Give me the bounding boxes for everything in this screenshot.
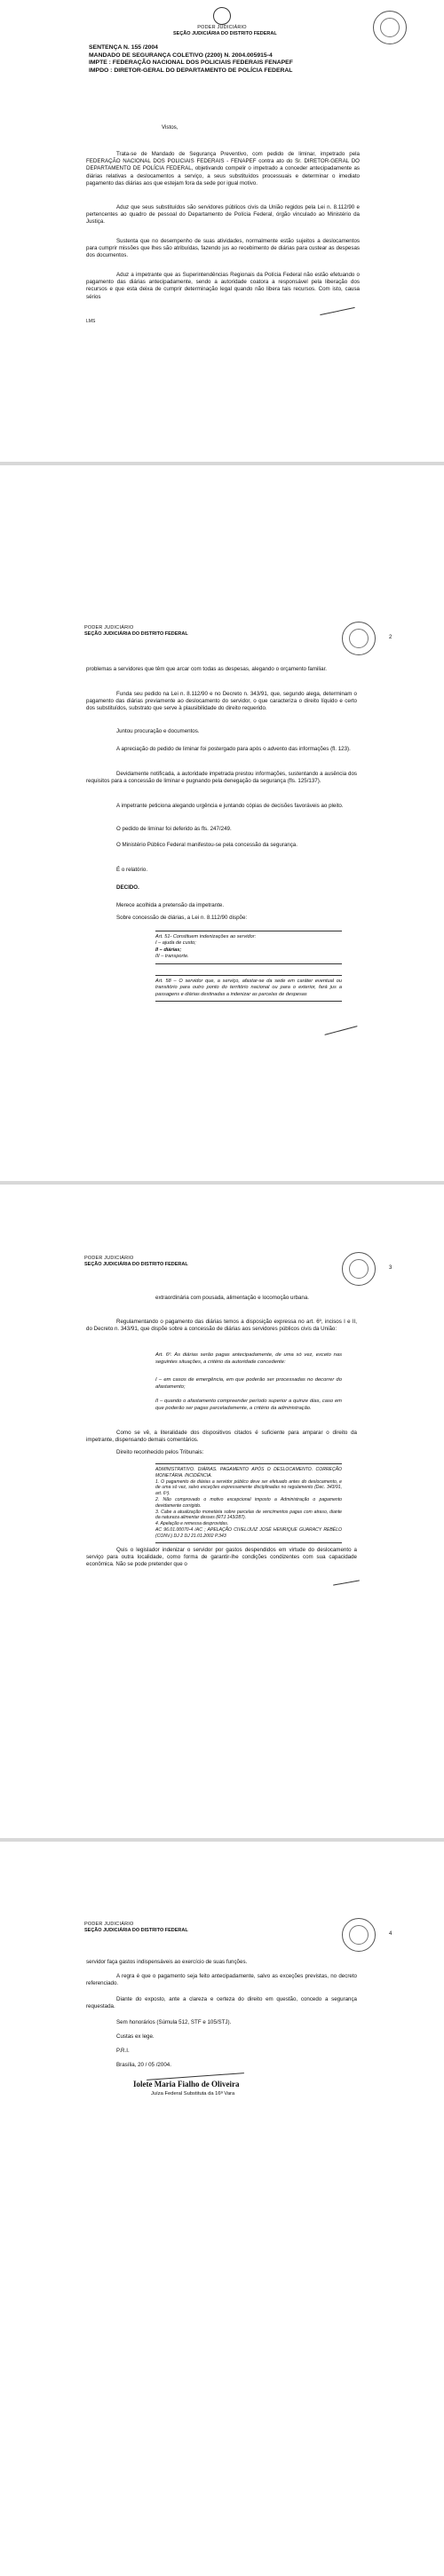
page-header <box>173 25 277 37</box>
petitioner: IMPTE : FEDERAÇÃO NACIONAL DOS POLICIAIS FEDERAIS FENAPEF <box>89 59 293 66</box>
paragraph: Juntou procuração e documentos. <box>116 728 200 734</box>
initials-signature <box>333 1580 360 1585</box>
paragraph: Devidamente notificada, a autoridade impetrada prestou informações, sustentando a ausência dos requisitos para a concessão de liminar e pugnando pela denegação da segurança (fls. 125/137). <box>86 771 357 785</box>
decision-heading: DECIDO. <box>116 884 139 891</box>
page-header <box>84 625 188 638</box>
initials-signature <box>325 1026 358 1035</box>
document-page-2 <box>0 613 444 1181</box>
paragraph: Funda seu pedido na Lei n. 8.112/90 e no Decreto n. 343/91, que, segundo alega, determinam o pagamento das diárias previamente ao deslocamento do servidor, o que caracteriza o direito líquido e certo dos substituídos, substrato que serve à plausibilidade do direito requerido. <box>86 691 357 712</box>
ementa-citation: AC 96.01.00070-4 /AC ; APELAÇÃO CIVEL/JUIZ JOSÉ HENRIQUE GUARACY REBÊLO (CONV.) DJ 2 DJ 21.01.2002 P.343 <box>155 1526 342 1539</box>
paragraph: Regulamentando o pagamento das diárias temos a disposição expressa no art. 6º, incisos I e II, do Decreto n. 343/91, que dispõe sobre a concessão de diárias aos servidores públicos civis da União: <box>86 1319 357 1333</box>
closing-report: É o relatório. <box>116 867 148 873</box>
paragraph: Quis o legislador indenizar o servidor por gastos despendidos em virtude do deslocamento a serviço para outra localidade, como forma de garantir-lhe condições condizentes com sua capacidade econômica. Não se pode pretender que o <box>86 1547 357 1568</box>
paragraph: Sem honorários (Súmula 512, STF e 105/STJ). <box>116 2019 232 2025</box>
header-line-1: PODER JUDICIÁRIO <box>197 25 247 30</box>
header-line-2: SEÇÃO JUDICIÁRIA DO DISTRITO FEDERAL <box>173 31 277 36</box>
paragraph: Sobre concessão de diárias, a Lei n. 8.112/90 dispõe: <box>116 915 248 921</box>
paragraph: Merece acolhida a pretensão da impetrante. <box>116 902 225 908</box>
quote-line: II – diárias; <box>155 947 182 953</box>
vistos: Vistos, <box>162 124 178 131</box>
document-page-3 <box>0 1243 444 1838</box>
ementa-title: ADMINISTRATIVO. DIÁRIAS. PAGAMENTO APÓS O DESLOCAMENTO. CORREÇÃO MONETÁRIA. INCIDÊNCIA. <box>155 1467 342 1478</box>
court-stamp-icon <box>342 1252 376 1286</box>
ementa-item: 4. Apelação e remessa desprovidas. <box>155 1521 229 1527</box>
paragraph: servidor faça gastos indispensáveis ao exercício de suas funções. <box>86 1959 248 1965</box>
page-header <box>84 1256 188 1268</box>
page-break <box>0 1838 444 1842</box>
paragraph: Diante do exposto, ante a clareza e certeza do direito em questão, concedo a segurança requestada. <box>86 1996 357 2010</box>
paragraph: A regra é que o pagamento seja feito antecipadamente, salvo as exceções previstas, no decreto referenciado. <box>86 1973 357 1987</box>
law-quote: II – quando o afastamento compreender período superior a quinze dias, caso em que poderão ser pagas parceladamente, a critério da administração. <box>155 1399 342 1412</box>
law-quote <box>155 931 342 964</box>
header-line-2: SEÇÃO JUDICIÁRIA DO DISTRITO FEDERAL <box>84 631 188 637</box>
paragraph: Direito reconhecido pelos Tribunais: <box>116 1449 204 1455</box>
paragraph: O pedido de liminar foi deferido às fls. 247/249. <box>116 826 232 832</box>
quote-line: Art. 51- Constituem indenizações ao servidor: <box>155 934 257 939</box>
law-quote: Art. 58 – O servidor que, a serviço, afastar-se da sede em caráter eventual ou transitório para outro ponto do território nacional ou para o exterior, fará jus a passagens e diárias destinadas a indenizar as parcelas de despesas <box>155 975 342 1002</box>
header-line-1: PODER JUDICIÁRIO <box>84 1922 134 1927</box>
paragraph: Custas ex lege. <box>116 2033 155 2040</box>
paragraph: P.R.I. <box>116 2048 130 2054</box>
paragraph: Sustenta que no desempenho de suas atividades, normalmente estão sujeitos a deslocamentos para cumprir missões que lhes são atribuídas, fazendo jus ao recebimento de diárias para custear as despesas dos documentos. <box>86 238 360 259</box>
jurisprudence-quote <box>155 1463 342 1543</box>
court-stamp-icon <box>373 11 407 44</box>
paragraph: Aduz que seus substituídos são servidores públicos civis da União regidos pela Lei n. 8.112/90 e pertencentes ao quadro de pessoal do Departamento de Polícia Federal, órgão vinculado ao Ministério da Justiça. <box>86 204 360 226</box>
header-line-2: SEÇÃO JUDICIÁRIA DO DISTRITO FEDERAL <box>84 1262 188 1267</box>
paragraph: Aduz a impetrante que as Superintendências Regionais da Polícia Federal não estão efetuando o pagamento das diárias antecipadamente, sendo a autoridade coatora a responsável pela liberação dos recursos e que esta deixa de cumprir determinação legal quando não libera tais recursos. Com isto, causa sérios <box>86 272 360 300</box>
footer-initials: LMS <box>86 319 96 324</box>
quote-line: III – transporte. <box>155 954 189 960</box>
ementa-item: 2. Não comprovado o motivo excepcional imposto a Administração o pagamento devidamente corrigido. <box>155 1496 342 1509</box>
judge-title: Juíza Federal Substituta da 16ª Vara <box>151 2091 235 2096</box>
quote-line: I – ajuda de custo; <box>155 940 196 947</box>
document-page-4 <box>0 1909 444 2406</box>
page-header <box>84 1922 188 1934</box>
page-number: 4 <box>389 1931 392 1937</box>
law-quote: Art. 6º. As diárias serão pagas antecipadamente, de uma só vez, exceto nas seguintes situações, a critério da autoridade concedente: <box>155 1352 342 1366</box>
sentence-number: SENTENÇA N. 155 /2004 <box>89 44 158 51</box>
paragraph: O Ministério Público Federal manifestou-se pela concessão da segurança. <box>116 842 297 848</box>
court-stamp-icon <box>342 622 376 655</box>
case-number: MANDADO DE SEGURANÇA COLETIVO (2200) N. 2004.005915-4 <box>89 52 273 59</box>
case-heading <box>89 44 355 75</box>
paragraph: A apreciação do pedido de liminar foi postergado para após o advento das informações (fl. 123). <box>116 746 351 752</box>
document-page-1 <box>0 0 444 462</box>
court-stamp-icon <box>342 1918 376 1952</box>
paragraph: extraordinária com pousada, alimentação e locomoção urbana. <box>155 1295 310 1301</box>
judge-name: Iolete Maria Fialho de Oliveira <box>133 2080 240 2089</box>
header-line-1: PODER JUDICIÁRIO <box>84 625 134 630</box>
page-number: 2 <box>389 635 392 640</box>
header-line-1: PODER JUDICIÁRIO <box>84 1256 134 1261</box>
page-number: 3 <box>389 1265 392 1271</box>
paragraph: Trata-se de Mandado de Segurança Preventivo, com pedido de liminar, impetrado pela FEDERAÇÃO NACIONAL DOS POLICIAIS FEDERAIS - FENAPEF contra ato do Sr. DIRETOR-GERAL DO DEPARTAMENTO DE POLÍCIA FEDERAL, objetivando compelir o impetrado a conceder antecipadamente as diárias relativas a deslocamentos a serviço, a seus substituídos processuais e determinar o imediato pagamento das diárias aos que estejam fora da sede por igual motivo. <box>86 151 360 186</box>
initials-signature <box>320 307 354 315</box>
paragraph: A impetrante peticiona alegando urgência e juntando cópias de decisões favoráveis ao pleito. <box>116 803 344 809</box>
page-break <box>0 462 444 465</box>
coat-of-arms-icon <box>213 7 231 25</box>
paragraph: Como se vê, a literalidade dos dispositivos citados é suficiente para amparar o direito da impetrante, dispensando demais comentários. <box>86 1430 357 1444</box>
law-quote: I – em casos de emergência, em que poderão ser processadas no decorrer do afastamento; <box>155 1377 342 1391</box>
header-line-2: SEÇÃO JUDICIÁRIA DO DISTRITO FEDERAL <box>84 1928 188 1933</box>
ementa-item: 3. Cabe a atualização monetária sobre parcelas de vencimentos pagas com atraso, diante da natureza alimentar desses (RTJ 143/287). <box>155 1509 342 1521</box>
date-line: Brasília, 20 / 05 /2004. <box>116 2062 171 2068</box>
page-break <box>0 1181 444 1185</box>
respondent: IMPDO : DIRETOR-GERAL DO DEPARTAMENTO DE POLÍCIA FEDERAL <box>89 67 293 74</box>
ementa-item: 1. O pagamento de diárias a servidor público deve ser efetuado antes do deslocamento, e de uma só vez, salvo exceções expressamente disciplinadas no regulamento (Dec. 343/91, art. 6º). <box>155 1478 342 1497</box>
paragraph: problemas a servidores que têm que arcar com todas as despesas, alegando o orçamento familiar. <box>86 666 328 672</box>
